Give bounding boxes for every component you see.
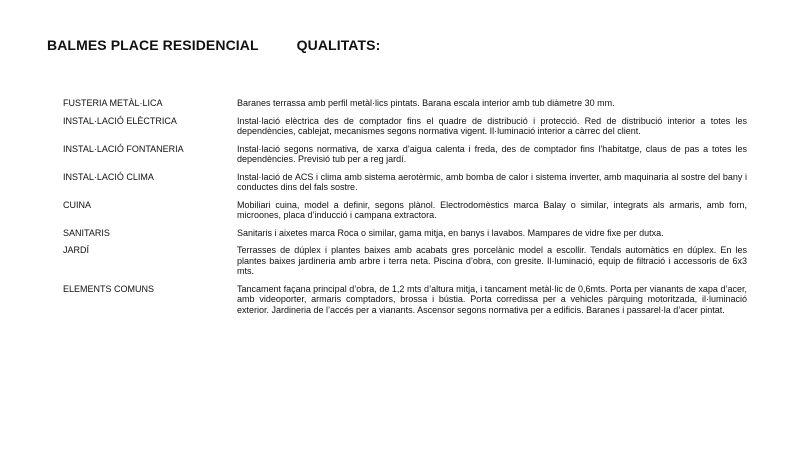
spec-row [63, 172, 747, 193]
page-header [47, 37, 380, 53]
spec-row [63, 98, 747, 109]
spec-description: Instal·lació segons normativa, de xarxa d’aigua calenta i freda, des de comptador fins l’habitatge, claus de pas a totes les dependències. Previsió tub per a reg jardí. [237, 143, 747, 164]
spec-label: INSTAL·LACIÓ CLIMA [63, 171, 154, 182]
spec-row [63, 200, 747, 221]
spec-label: ELEMENTS COMUNS [63, 283, 155, 294]
spec-label: CUINA [63, 199, 92, 210]
spec-row [63, 245, 747, 277]
spec-label: INSTAL·LACIÓ ELÈCTRICA [63, 115, 177, 126]
spec-label: JARDÍ [63, 245, 90, 255]
spec-description: Tancament façana principal d’obra, de 1,2 mts d’altura mitja, i tancament metàl·lic de 0,6mts. Porta per vianants de xapa d’acer, amb videoporter, armaris comptadors, brossa i bústia. Porta corredissa per a vehicles pàrquing motoritzada, il·luminació exterior. Jardineria de l’accés per a vianants. Ascensor segons normativa per a edificis. Baranes i passarel·la d’acer pintat. [237, 283, 747, 315]
spec-description: Instal·lació de ACS i clima amb sistema aerotèrmic, amb bomba de calor i sistema inverter, amb maquinaria al sostre del bany i conductes dins del fals sostre. [237, 171, 747, 192]
spec-description: Instal·lació elèctrica des de comptador fins el quadre de distribució i protecció. Red de distribució interior a totes les dependències, cablejat, mecanismes segons normativa vigent. Il·luminació interior a càrrec del client. [237, 115, 747, 136]
spec-row [63, 284, 747, 316]
spec-description: Mobiliari cuina, model a definir, segons plànol. Electrodomèstics marca Balay o similar, integrats als armaris, amb forn, microones, placa d’inducció i campana extractora. [237, 199, 747, 220]
spec-label: INSTAL·LACIÓ FONTANERIA [63, 143, 184, 154]
section-title: QUALITATS: [296, 37, 381, 53]
spec-row [63, 144, 747, 165]
spec-description: Terrasses de dúplex i plantes baixes amb acabats gres porcelànic model a escollir. Tendals automàtics en dúplex. En les plantes baixes jardineria amb arbre i terra neta. Piscina d’obra, con gresite. Il·luminació, equip de filtració i accessoris de 6x3 mts. [237, 245, 747, 276]
project-title: BALMES PLACE RESIDENCIAL [47, 37, 259, 53]
specifications-list [63, 98, 747, 322]
spec-description: Sanitaris i aixetes marca Roca o similar, gama mitja, en banys i lavabos. Mampares de vidre fixe per dutxa. [237, 227, 664, 238]
spec-description: Baranes terrassa amb perfil metàl·lics pintats. Barana escala interior amb tub diàmetre 30 mm. [237, 98, 615, 108]
spec-label: SANITARIS [63, 227, 110, 238]
spec-label: FUSTERIA METÀL·LICA [63, 98, 163, 108]
spec-row [63, 228, 747, 239]
spec-row [63, 116, 747, 137]
